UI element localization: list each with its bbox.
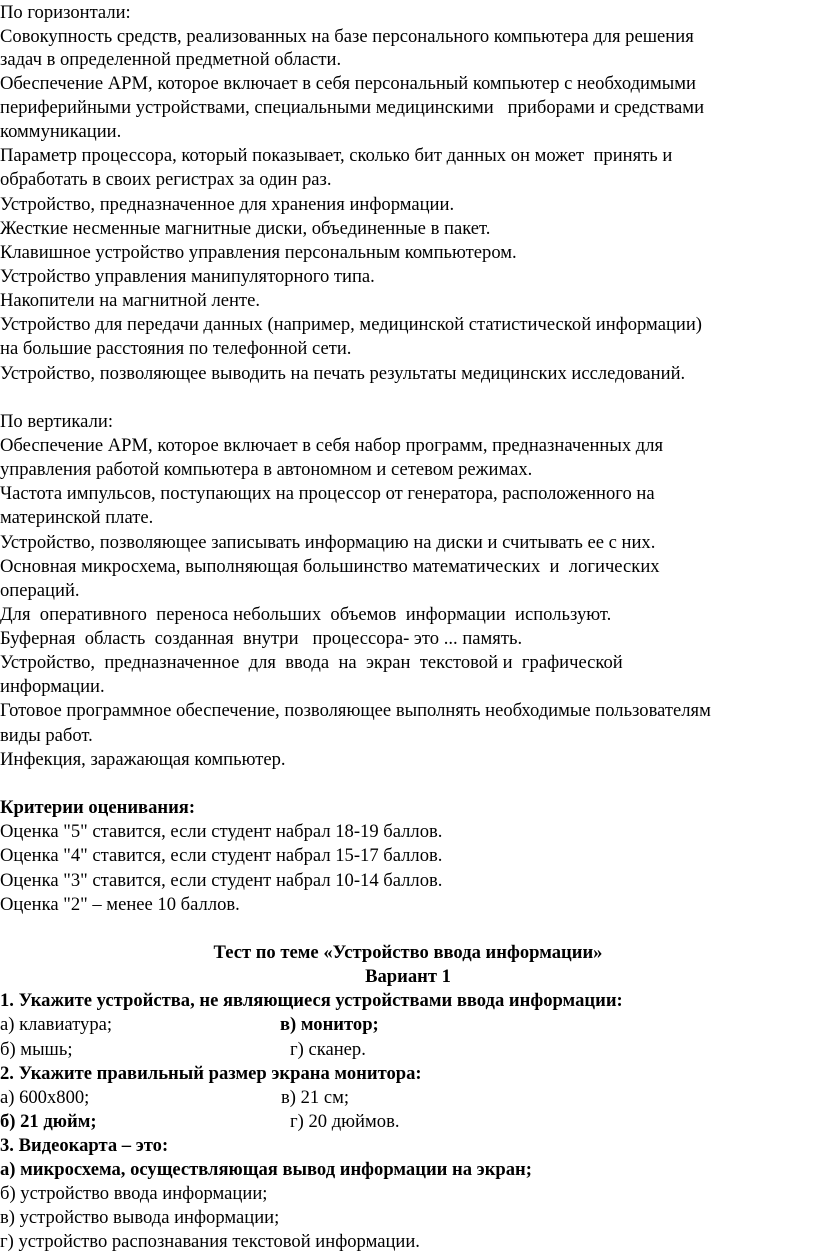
answer-1g: г) сканер.: [290, 1039, 366, 1060]
answer-3b: б) устройство ввода информации;: [0, 1183, 268, 1204]
horizontal-line: Клавишное устройство управления персональным компьютером.: [0, 242, 517, 263]
horizontal-line: Устройство, позволяющее выводить на печать результаты медицинских исследований.: [0, 363, 686, 384]
criteria-line: Оценка "5" ставится, если студент набрал 18-19 баллов.: [0, 821, 443, 842]
answer-2v: в) 21 см;: [281, 1087, 350, 1108]
answer-1v: в) монитор;: [280, 1014, 379, 1035]
vertical-line: Частота импульсов, поступающих на процессор от генератора, расположенного на: [0, 483, 655, 504]
vertical-line: Для оперативного переноса небольших объемов информации используют.: [0, 604, 612, 625]
criteria-line: Оценка "3" ставится, если студент набрал 10-14 баллов.: [0, 870, 443, 891]
vertical-line: материнской плате.: [0, 507, 154, 528]
vertical-line: виды работ.: [0, 725, 93, 746]
answer-3g: г) устройство распознавания текстовой информации.: [0, 1231, 420, 1252]
vertical-line: Обеспечение АРМ, которое включает в себя набор программ, предназначенных для: [0, 435, 664, 456]
horizontal-line: на большие расстояния по телефонной сети.: [0, 338, 352, 359]
vertical-line: Устройство, позволяющее записывать информацию на диски и считывать ее с них.: [0, 532, 656, 553]
criteria-line: Оценка "2" – менее 10 баллов.: [0, 894, 240, 915]
horizontal-line: периферийными устройствами, специальными медицинскими приборами и средствами: [0, 97, 705, 118]
question-2: 2. Укажите правильный размер экрана монитора:: [0, 1063, 422, 1084]
vertical-line: Устройство, предназначенное для ввода на экран текстовой и графической: [0, 652, 623, 673]
horizontal-line: задач в определенной предметной области.: [0, 49, 342, 70]
answer-1a: а) клавиатура;: [0, 1014, 113, 1035]
answer-3v: в) устройство вывода информации;: [0, 1207, 280, 1228]
answer-2b: б) 21 дюйм;: [0, 1111, 97, 1132]
answer-2g: г) 20 дюймов.: [290, 1111, 400, 1132]
vertical-line: информации.: [0, 676, 105, 697]
criteria-heading: Критерии оценивания:: [0, 797, 196, 818]
vertical-line: Готовое программное обеспечение, позволяющее выполнять необходимые пользователям: [0, 700, 711, 721]
horizontal-line: Параметр процессора, который показывает, сколько бит данных он может принять и: [0, 145, 673, 166]
question-1: 1. Укажите устройства, не являющиеся устройствами ввода информации:: [0, 990, 623, 1011]
horizontal-line: Устройство управления манипуляторного типа.: [0, 266, 375, 287]
answer-2a: а) 600х800;: [0, 1087, 90, 1108]
horizontal-line: Совокупность средств, реализованных на базе персонального компьютера для решения: [0, 26, 694, 47]
horizontal-line: Устройство, предназначенное для хранения информации.: [0, 194, 455, 215]
horizontal-line: Жесткие несменные магнитные диски, объединенные в пакет.: [0, 218, 491, 239]
vertical-line: операций.: [0, 580, 80, 601]
horizontal-line: Устройство для передачи данных (например, медицинской статистической информации): [0, 314, 702, 335]
vertical-line: управления работой компьютера в автономном и сетевом режимах.: [0, 459, 533, 480]
answer-1b: б) мышь;: [0, 1039, 73, 1060]
horizontal-line: Обеспечение АРМ, которое включает в себя персональный компьютер с необходимыми: [0, 73, 696, 94]
question-3: 3. Видеокарта – это:: [0, 1135, 169, 1156]
vertical-line: Буферная область созданная внутри процессора- это ... память.: [0, 628, 523, 649]
vertical-heading: По вертикали:: [0, 411, 113, 432]
horizontal-line: коммуникации.: [0, 121, 122, 142]
answer-3a: а) микросхема, осуществляющая вывод информации на экран;: [0, 1159, 532, 1180]
horizontal-line: обработать в своих регистрах за один раз.: [0, 169, 332, 190]
vertical-line: Основная микросхема, выполняющая большинство математических и логических: [0, 556, 660, 577]
test-variant: Вариант 1: [365, 966, 451, 987]
horizontal-line: Накопители на магнитной ленте.: [0, 290, 260, 311]
vertical-line: Инфекция, заражающая компьютер.: [0, 749, 286, 770]
criteria-line: Оценка "4" ставится, если студент набрал 15-17 баллов.: [0, 845, 443, 866]
horizontal-heading: По горизонтали:: [0, 2, 131, 23]
test-title: Тест по теме «Устройство ввода информации»: [213, 942, 603, 963]
